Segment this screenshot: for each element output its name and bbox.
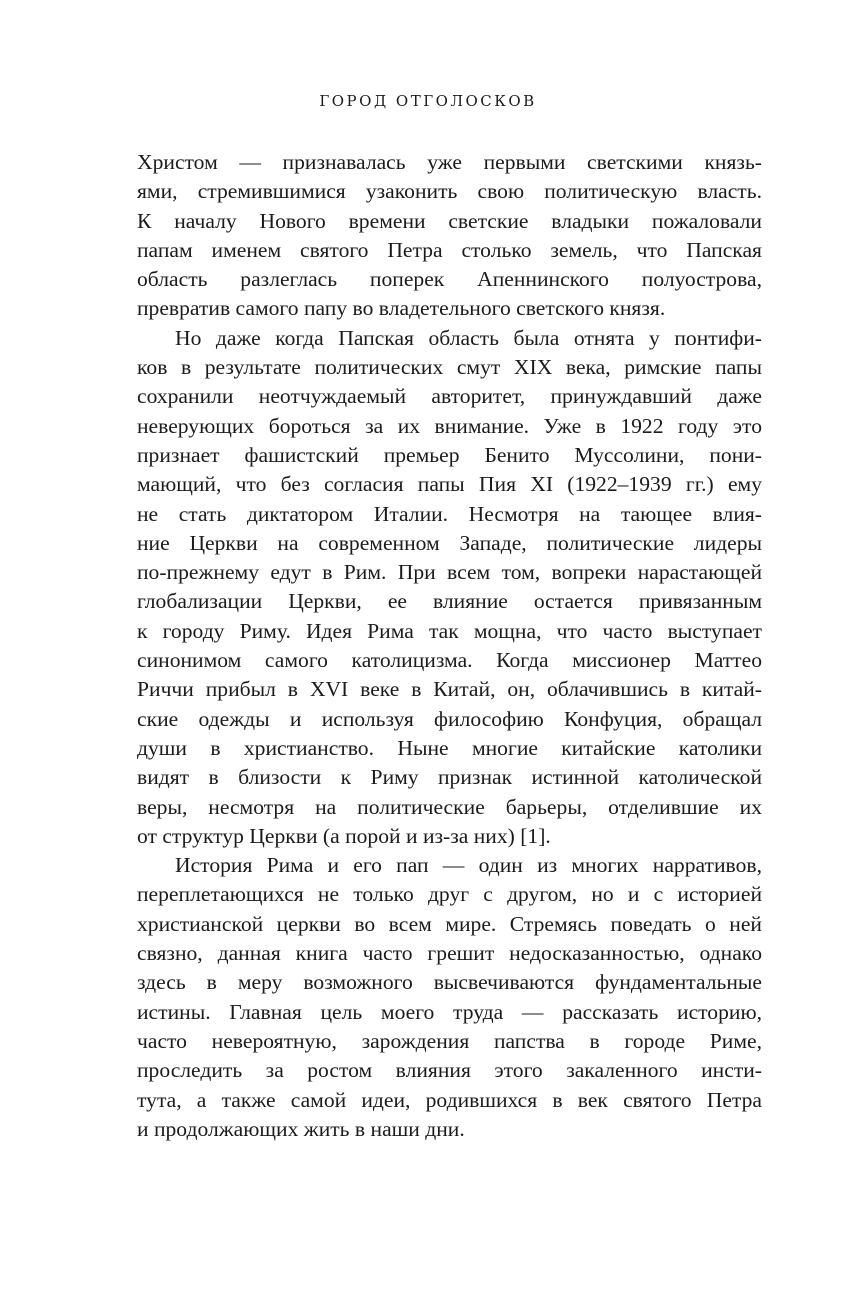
text-line: часто невероятную, зарождения папства в городе Риме, [137,1028,762,1053]
text-line: История Рима и его пап — один из многих нарративов, [175,853,762,878]
text-line: ские одежды и используя философию Конфуция, обращал [137,706,762,731]
text-line: Но даже когда Папская область была отнята у понтифи- [175,325,762,350]
body-text [137,148,762,1144]
text-line: не стать диктатором Италии. Несмотря на тающее влия- [137,501,762,526]
text-line: область разлеглась поперек Апеннинского полуострова, [137,267,762,292]
text-line: по-прежнему едут в Рим. При всем том, вопреки нарастающей [137,560,762,585]
text-line: видят в близости к Риму признак истинной католической [137,765,762,790]
text-line: Христом — признавалась уже первыми светскими князь- [137,150,762,174]
text-line: христианской церкви во всем мире. Стремясь поведать о ней [137,911,762,936]
text-line: души в христианство. Ныне многие китайские католики [137,735,762,760]
text-line: сохранили неотчуждаемый авторитет, принуждавший даже [137,384,762,409]
running-head: ГОРОД ОТГОЛОСКОВ [319,92,537,110]
text-line: ями, стремившимися узаконить свою политическую власть. [137,179,762,204]
text-line: от структур Церкви (а порой и из-за них) [1]. [137,823,551,848]
text-line: К началу Нового времени светские владыки пожаловали [137,208,762,233]
text-line: истины. Главная цель моего труда — рассказать историю, [137,999,762,1024]
text-line: здесь в меру возможного высвечиваются фундаментальные [137,970,762,995]
text-line: ков в результате политических смут XIX века, римские папы [137,355,762,380]
paragraph [137,851,762,1144]
text-line: синонимом самого католицизма. Когда миссионер Маттео [137,648,762,673]
text-line: мающий, что без согласия папы Пия XI (1922–1939 гг.) ему [137,472,762,497]
paragraph [137,148,762,324]
text-line: глобализации Церкви, ее влияние остается привязанным [137,589,762,614]
text-line: связно, данная книга часто грешит недосказанностью, однако [137,941,762,966]
text-line: к городу Риму. Идея Рима так мощна, что часто выступает [137,618,762,643]
text-line: папам именем святого Петра столько земель, что Папская [137,237,762,262]
text-line: Риччи прибыл в XVI веке в Китай, он, облачившись в китай- [137,677,762,702]
text-line: и продолжающих жить в наши дни. [137,1116,465,1141]
text-line: тута, а также самой идеи, родившихся в век святого Петра [137,1087,762,1112]
text-line: ние Церкви на современном Западе, политические лидеры [137,530,762,555]
paragraph [137,324,762,851]
text-line: неверующих бороться за их внимание. Уже в 1922 году это [137,413,762,438]
text-line: превратив самого папу во владетельного светского князя. [137,296,666,321]
text-line: переплетающихся не только друг с другом, но и с историей [137,882,762,907]
text-line: веры, несмотря на политические барьеры, отделившие их [137,794,762,819]
text-line: признает фашистский премьер Бенито Муссолини, пони- [137,442,762,467]
text-line: проследить за ростом влияния этого закаленного инсти- [137,1058,762,1083]
